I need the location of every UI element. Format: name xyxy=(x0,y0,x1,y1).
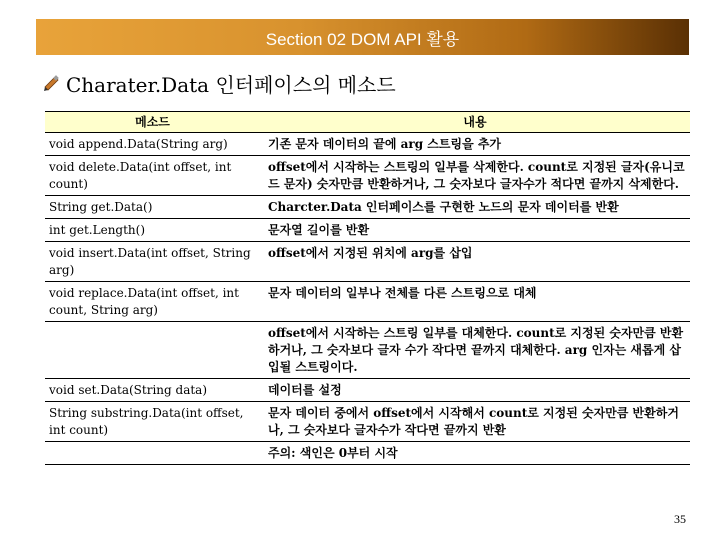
method-cell: void append.Data(String arg) xyxy=(45,133,260,156)
table-row xyxy=(45,242,690,282)
method-cell: void replace.Data(int offset, int count, String arg) xyxy=(45,282,260,322)
content-cell: 데이터를 설정 xyxy=(260,379,690,402)
section-header-bar xyxy=(36,19,689,55)
table-row xyxy=(45,219,690,242)
method-cell: String get.Data() xyxy=(45,196,260,219)
method-cell: void insert.Data(int offset, String arg) xyxy=(45,242,260,282)
section-title: Section 02 DOM API 활용 xyxy=(265,29,460,49)
method-table xyxy=(45,111,690,465)
method-cell: int get.Length() xyxy=(45,219,260,242)
content-cell: 문자 데이터 중에서 offset에서 시작해서 count로 지정된 숫자만큼 반환하거나, 그 숫자보다 글자수가 작다면 끝까지 반환 xyxy=(260,402,690,442)
table-row xyxy=(45,402,690,442)
method-cell: void delete.Data(int offset, int count) xyxy=(45,156,260,196)
content-cell: 주의: 색인은 0부터 시작 xyxy=(260,442,690,465)
table-row xyxy=(45,442,690,465)
header-method: 메소드 xyxy=(45,112,260,133)
bullet-pencil-icon xyxy=(44,75,60,91)
slide-heading-row xyxy=(44,68,396,98)
content-cell: 기존 문자 데이터의 끝에 arg 스트링을 추가 xyxy=(260,133,690,156)
slide-title: Charater.Data 인터페이스의 메소드 xyxy=(66,72,396,97)
content-cell: 문자열 길이를 반환 xyxy=(260,219,690,242)
content-cell: offset에서 시작하는 스트링 일부를 대체한다. count로 지정된 숫자만큼 반환하거나, 그 숫자보다 글자 수가 작다면 끝까지 대체한다. arg 인자는 새롭게 삽입될 스트링이다. xyxy=(260,322,690,379)
table-row xyxy=(45,133,690,156)
content-cell: offset에서 지정된 위치에 arg를 삽입 xyxy=(260,242,690,282)
table-row xyxy=(45,322,690,379)
content-cell: offset에서 시작하는 스트링의 일부를 삭제한다. count로 지정된 글자(유니코드 문자) 숫자만큼 반환하거나, 그 숫자보다 글자수가 적다면 끝까지 삭제한다. xyxy=(260,156,690,196)
table-row xyxy=(45,282,690,322)
table-row xyxy=(45,196,690,219)
method-cell: void set.Data(String data) xyxy=(45,379,260,402)
method-cell: String substring.Data(int offset, int count) xyxy=(45,402,260,442)
content-cell: 문자 데이터의 일부나 전체를 다른 스트링으로 대체 xyxy=(260,282,690,322)
method-cell xyxy=(45,442,260,465)
page-number: 35 xyxy=(674,512,686,526)
method-cell xyxy=(45,322,260,379)
table-header-row xyxy=(45,112,690,133)
table-row xyxy=(45,156,690,196)
content-cell: Charcter.Data 인터페이스를 구현한 노드의 문자 데이터를 반환 xyxy=(260,196,690,219)
table-row xyxy=(45,379,690,402)
header-content: 내용 xyxy=(260,112,690,133)
